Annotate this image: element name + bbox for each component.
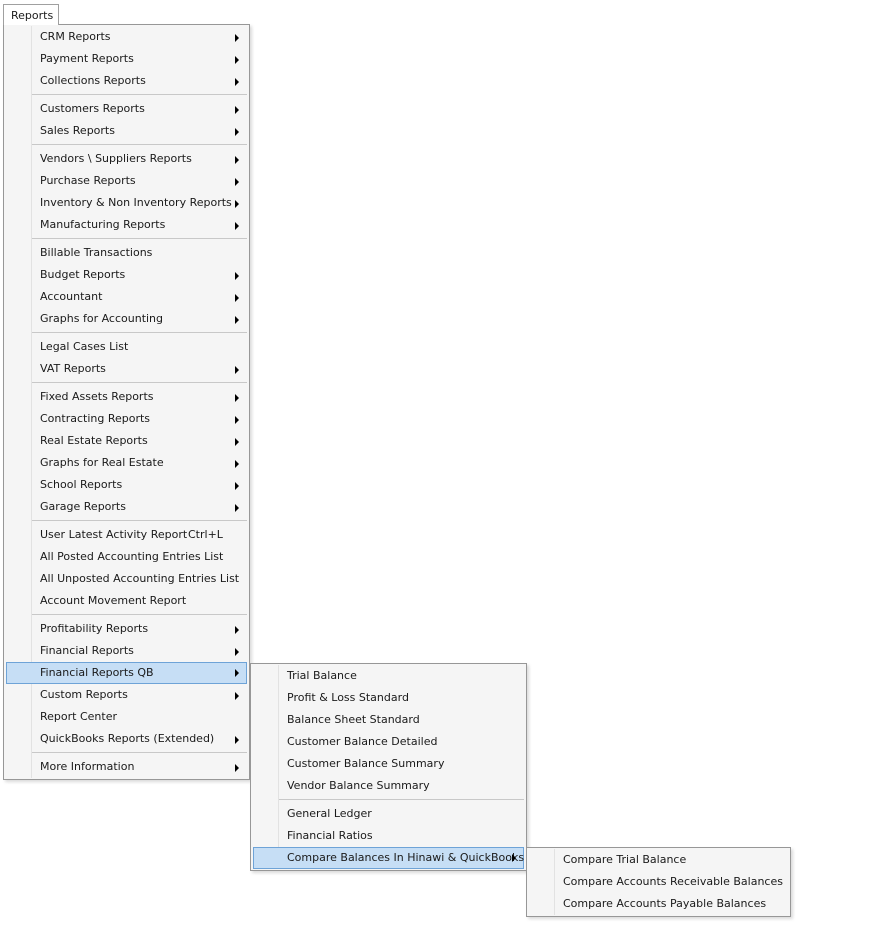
menu-item-label: General Ledger [287, 807, 372, 820]
menu-item-label: Custom Reports [40, 688, 128, 701]
submenu-arrow-icon [235, 438, 239, 446]
menu-item-compare-trial-balance[interactable] [529, 849, 788, 871]
submenu-arrow-icon [235, 692, 239, 700]
menu-item-label: VAT Reports [40, 362, 106, 375]
submenu-arrow-icon [235, 78, 239, 86]
menu-item-profitability-reports[interactable] [6, 618, 247, 640]
menu-item-crm-reports[interactable] [6, 26, 247, 48]
menu-item-compare-balances[interactable] [253, 847, 524, 869]
menu-reports-tab[interactable]: Reports [3, 4, 59, 25]
submenu-arrow-icon [235, 764, 239, 772]
submenu-arrow-icon [512, 854, 516, 862]
menu-item-label: CRM Reports [40, 30, 111, 43]
menu-item-label: Financial Reports [40, 644, 134, 657]
menu-item-financial-reports[interactable] [6, 640, 247, 662]
menu-item-compare-ar-balances[interactable] [529, 871, 788, 893]
menu-item-label: Graphs for Accounting [40, 312, 164, 325]
menu-item-label: Profit & Loss Standard [287, 691, 409, 704]
submenu-arrow-icon [235, 460, 239, 468]
menu-item-label: User Latest Activity Report [40, 528, 188, 541]
menu-item-label: Contracting Reports [40, 412, 151, 425]
menu-item-shortcut: Ctrl+L [188, 528, 223, 541]
menu-item-contracting-reports[interactable] [6, 408, 247, 430]
menu-item-label: QuickBooks Reports (Extended) [40, 732, 215, 745]
submenu-arrow-icon [235, 482, 239, 490]
submenu-arrow-icon [235, 736, 239, 744]
menu-item-balance-sheet-standard[interactable] [253, 709, 524, 731]
submenu-arrow-icon [235, 106, 239, 114]
menu-item-customer-balance-detailed[interactable] [253, 731, 524, 753]
menu-item-label: Customer Balance Detailed [287, 735, 438, 748]
submenu-arrow-icon [235, 200, 239, 208]
menu-item-school-reports[interactable] [6, 474, 247, 496]
menu-item-label: Compare Accounts Receivable Balances [563, 875, 783, 888]
submenu-arrow-icon [235, 669, 239, 677]
menu-item-label: Profitability Reports [40, 622, 149, 635]
menu-item-label: School Reports [40, 478, 123, 491]
submenu-arrow-icon [235, 178, 239, 186]
menu-item-label: Budget Reports [40, 268, 126, 281]
menu-item-quickbooks-reports-extended[interactable] [6, 728, 247, 750]
menu-item-report-center[interactable] [6, 706, 247, 728]
menu-item-label: Vendors \ Suppliers Reports [40, 152, 192, 165]
submenu-arrow-icon [235, 316, 239, 324]
menu-item-more-information[interactable] [6, 756, 247, 778]
menu-item-label: Real Estate Reports [40, 434, 148, 447]
submenu-arrow-icon [235, 648, 239, 656]
submenu-arrow-icon [235, 294, 239, 302]
menu-item-label: Customer Balance Summary [287, 757, 445, 770]
menu-item-vendor-balance-summary[interactable] [253, 775, 524, 797]
menu-item-label: Financial Ratios [287, 829, 373, 842]
menu-item-general-ledger[interactable] [253, 803, 524, 825]
menu-item-graphs-for-accounting[interactable] [6, 308, 247, 330]
menu-item-label: Sales Reports [40, 124, 115, 137]
menu-item-label: Billable Transactions [40, 246, 153, 259]
menu-item-collections-reports[interactable] [6, 70, 247, 92]
menu-item-label: Inventory & Non Inventory Reports [40, 196, 232, 209]
menu-item-label: All Unposted Accounting Entries List [40, 572, 240, 585]
menu-item-label: Compare Accounts Payable Balances [563, 897, 767, 910]
compare-balances-submenu [526, 847, 791, 917]
submenu-arrow-icon [235, 128, 239, 136]
menu-item-label: Accountant [40, 290, 103, 303]
submenu-arrow-icon [235, 56, 239, 64]
menu-item-customer-balance-summary[interactable] [253, 753, 524, 775]
menu-item-label: Trial Balance [287, 669, 357, 682]
menu-item-payment-reports[interactable] [6, 48, 247, 70]
menu-item-label: Purchase Reports [40, 174, 136, 187]
menu-item-inventory-reports[interactable] [6, 192, 247, 214]
menu-item-label: Compare Balances In Hinawi & QuickBooks [287, 851, 525, 864]
reports-dropdown-menu [3, 24, 250, 780]
submenu-arrow-icon [235, 156, 239, 164]
submenu-arrow-icon [235, 394, 239, 402]
menu-item-vat-reports[interactable] [6, 358, 247, 380]
submenu-arrow-icon [235, 222, 239, 230]
menu-item-label: All Posted Accounting Entries List [40, 550, 224, 563]
menu-item-account-movement-report[interactable] [6, 590, 247, 612]
menu-item-label: Vendor Balance Summary [287, 779, 430, 792]
submenu-arrow-icon [235, 272, 239, 280]
menu-item-real-estate-reports[interactable] [6, 430, 247, 452]
menu-item-trial-balance[interactable] [253, 665, 524, 687]
menu-item-label: Graphs for Real Estate [40, 456, 164, 469]
financial-reports-qb-submenu [250, 663, 527, 871]
menu-item-manufacturing-reports[interactable] [6, 214, 247, 236]
menu-item-sales-reports[interactable] [6, 120, 247, 142]
menu-item-label: Report Center [40, 710, 117, 723]
menu-item-customers-reports[interactable] [6, 98, 247, 120]
menu-item-label: Garage Reports [40, 500, 126, 513]
menu-item-label: Customers Reports [40, 102, 145, 115]
menu-item-label: Account Movement Report [40, 594, 187, 607]
menu-item-user-latest-activity-report[interactable] [6, 524, 247, 546]
submenu-arrow-icon [235, 626, 239, 634]
menu-item-fixed-assets-reports[interactable] [6, 386, 247, 408]
submenu-arrow-icon [235, 366, 239, 374]
menu-item-purchase-reports[interactable] [6, 170, 247, 192]
menu-item-all-unposted-entries[interactable] [6, 568, 247, 590]
menu-item-legal-cases-list[interactable] [6, 336, 247, 358]
menu-item-custom-reports[interactable] [6, 684, 247, 706]
menu-item-label: Fixed Assets Reports [40, 390, 154, 403]
menu-item-label: Financial Reports QB [40, 666, 154, 679]
menu-item-label: Manufacturing Reports [40, 218, 166, 231]
menu-item-accountant[interactable] [6, 286, 247, 308]
menu-item-label: Collections Reports [40, 74, 146, 87]
menu-item-vendors-suppliers-reports[interactable] [6, 148, 247, 170]
menu-item-label: Compare Trial Balance [563, 853, 687, 866]
menu-item-label: Balance Sheet Standard [287, 713, 420, 726]
submenu-arrow-icon [235, 416, 239, 424]
menu-item-garage-reports[interactable] [6, 496, 247, 518]
menu-item-compare-ap-balances[interactable] [529, 893, 788, 915]
menu-item-graphs-for-real-estate[interactable] [6, 452, 247, 474]
menu-item-financial-ratios[interactable] [253, 825, 524, 847]
menu-item-financial-reports-qb[interactable] [6, 662, 247, 684]
menu-item-label: Payment Reports [40, 52, 134, 65]
menu-item-profit-loss-standard[interactable] [253, 687, 524, 709]
menu-item-budget-reports[interactable] [6, 264, 247, 286]
menu-item-label: Legal Cases List [40, 340, 129, 353]
submenu-arrow-icon [235, 34, 239, 42]
menu-item-label: More Information [40, 760, 135, 773]
submenu-arrow-icon [235, 504, 239, 512]
menu-item-all-posted-entries[interactable] [6, 546, 247, 568]
menu-item-billable-transactions[interactable] [6, 242, 247, 264]
